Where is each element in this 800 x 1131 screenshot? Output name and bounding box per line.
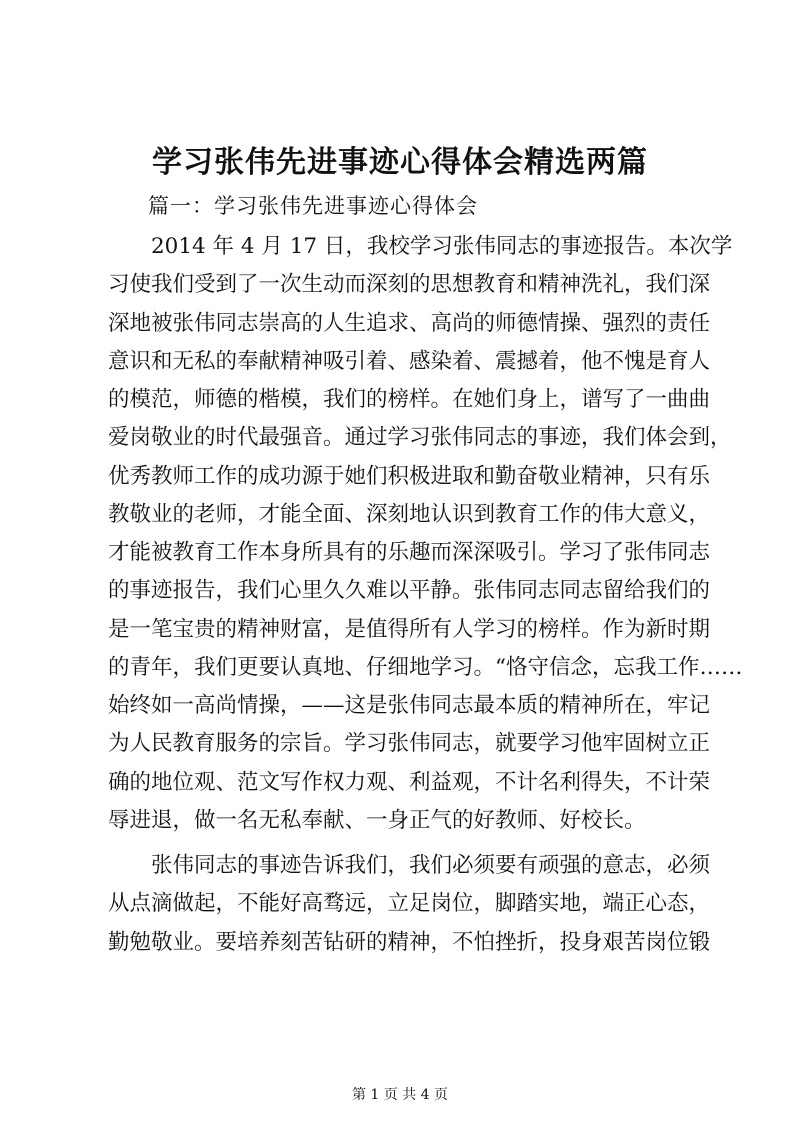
document-title: 学习张伟先进事迹心得体会精选两篇 — [152, 145, 648, 180]
paragraph-1 — [108, 228, 743, 840]
paragraph-line: 辱进退，做一名无私奉献、一身正气的好教师、好校长。 — [108, 807, 646, 833]
paragraph-line: 张伟同志的事迹告诉我们，我们必须要有顽强的意志，必须 — [151, 853, 711, 878]
paragraph-line: 深地被张伟同志崇高的人生追求、高尚的师德情操、强烈的责任 — [108, 310, 711, 336]
paragraph-line: 的青年，我们更要认真地、仔细地学习。“恪守信念，忘我工作…… — [108, 654, 743, 680]
paragraph-line: 才能被教育工作本身所具有的乐趣而深深吸引。学习了张伟同志 — [108, 540, 711, 565]
paragraph-line: 确的地位观、范文写作权力观、利益观，不计名利得失，不计荣 — [108, 769, 711, 795]
paragraph-line: 为人民教育服务的宗旨。学习张伟同志，就要学习他牢固树立正 — [108, 731, 711, 757]
paragraph-line: 始终如一高尚情操，——这是张伟同志最本质的精神所在，牢记 — [108, 693, 711, 718]
paragraph-line: 习使我们受到了一次生动而深刻的思想教育和精神洗礼，我们深 — [108, 272, 711, 298]
paragraph-line: 是一笔宝贵的精神财富，是值得所有人学习的榜样。作为新时期 — [108, 616, 711, 642]
section-subtitle: 篇一：学习张伟先进事迹心得体会 — [148, 194, 478, 218]
paragraph-line: 的事迹报告，我们心里久久难以平静。张伟同志同志留给我们的 — [108, 578, 711, 604]
paragraph-line: 优秀教师工作的成功源于她们积极进取和勤奋敬业精神，只有乐 — [108, 463, 711, 489]
paragraph-line: 教敬业的老师，才能全面、深刻地认识到教育工作的伟大意义， — [108, 501, 711, 527]
document-body — [108, 228, 743, 962]
paragraph-line: 爱岗敬业的时代最强音。通过学习张伟同志的事迹，我们体会到， — [108, 425, 732, 451]
paragraph-line: 2014 年 4 月 17 日，我校学习张伟同志的事迹报告。本次学 — [151, 234, 733, 259]
paragraph-line: 勤勉敬业。要培养刻苦钻研的精神，不怕挫折，投身艰苦岗位锻 — [108, 929, 711, 955]
paragraph-line: 意识和无私的奉献精神吸引着、感染着、震撼着，他不愧是育人 — [108, 348, 711, 374]
page-footer: 第 1 页 共 4 页 — [351, 1087, 449, 1103]
paragraph-2 — [108, 847, 711, 962]
paragraph-line: 从点滴做起，不能好高骛远，立足岗位，脚踏实地，端正心态， — [108, 891, 711, 917]
paragraph-line: 的模范，师德的楷模，我们的榜样。在她们身上，谱写了一曲曲 — [108, 387, 711, 412]
